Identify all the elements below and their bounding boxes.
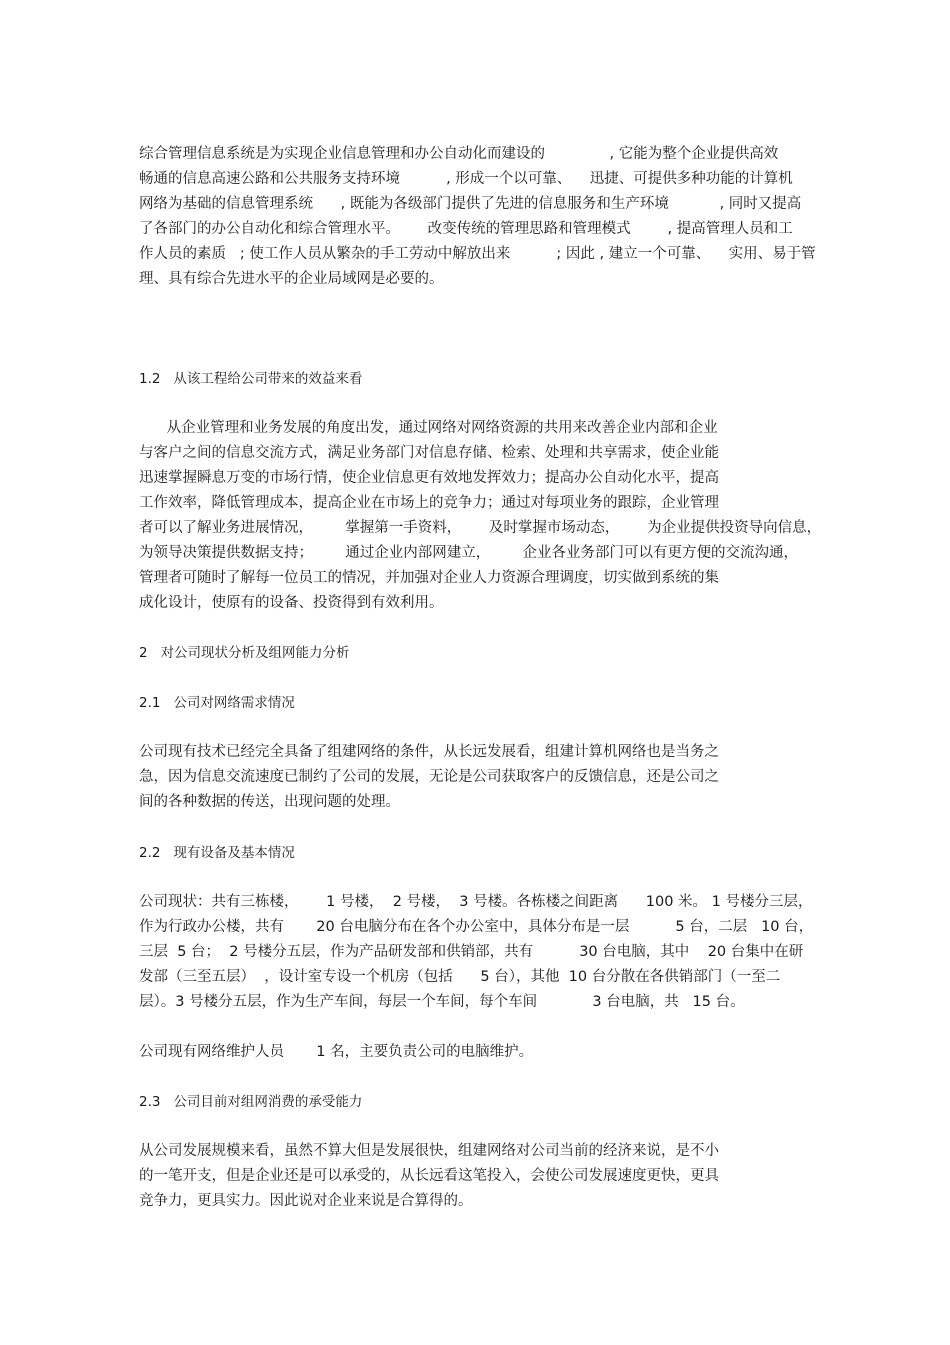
text-line: 三层 5 台； 2 号楼分五层，作为产品研发部和供销部，共有 30 台电脑，其中 20 台集中在研: [139, 944, 804, 960]
section-heading-2-1: 2.1 公司对网络需求情况: [139, 695, 295, 711]
text-line: 畅通的信息高速公路和公共服务支持环境 , 形成一个以可靠、 迅捷、可提供多种功能的计算机: [139, 171, 793, 187]
text-line: 竞争力，更具实力。因此说对企业来说是合算得的。: [139, 1193, 473, 1209]
section-heading-2-3: 2.3 公司目前对组网消费的承受能力: [139, 1094, 363, 1110]
text-line: 的一笔开支，但是企业还是可以承受的，从长远看这笔投入，会使公司发展速度更快，更具: [139, 1168, 719, 1184]
text-line: 间的各种数据的传送，出现问题的处理。: [139, 794, 400, 810]
text-line: 从企业管理和业务发展的角度出发，通过网络对网络资源的共用来改善企业内部和企业: [139, 420, 718, 436]
text-line: 发部（三至五层） ，设计室专设一个机房（包括 5 台），其他 10 台分散在各供销部门（一至二: [139, 969, 781, 985]
text-line: 作为行政办公楼，共有 20 台电脑分布在各个办公室中，具体分布是一层 5 台，二层 10 台，: [139, 919, 814, 935]
text-line: 从公司发展规模来看，虽然不算大但是发展很快，组建网络对公司当前的经济来说，是不小: [139, 1143, 719, 1159]
text-line: 理、具有综合先进水平的企业局域网是必要的。: [139, 271, 444, 287]
text-line: 层）。3 号楼分五层，作为生产车间，每层一个车间，每个车间 3 台电脑，共 15 台。: [139, 994, 745, 1010]
text-line: 迅速掌握瞬息万变的市场行情，使企业信息更有效地发挥效力；提高办公自动化水平，提高: [139, 470, 719, 486]
section-heading-2: 2 对公司现状分析及组网能力分析: [139, 645, 350, 661]
text-line: 为领导决策提供数据支持； 通过企业内部网建立， 企业各业务部门可以有更方便的交流沟通，: [139, 545, 799, 561]
staff-paragraph: 公司现有网络维护人员 1 名，主要负责公司的电脑维护。: [139, 1044, 534, 1060]
text-line: 作人员的素质 ; 使工作人员从繁杂的手工劳动中解放出来 ; 因此 , 建立一个可靠、 实用、易于管: [139, 246, 816, 262]
text-line: 成化设计，使原有的设备、投资得到有效利用。: [139, 595, 444, 611]
text-line: 公司现有技术已经完全具备了组建网络的条件，从长远发展看，组建计算机网络也是当务之: [139, 744, 719, 760]
text-line: 了各部门的办公自动化和综合管理水平。 改变传统的管理思路和管理模式 , 提高管理人员和工: [139, 221, 793, 237]
text-line: 与客户之间的信息交流方式，满足业务部门对信息存储、检索、处理和共享需求，使企业能: [139, 445, 719, 461]
text-line: 者可以了解业务进展情况， 掌握第一手资料， 及时掌握市场动态， 为企业提供投资导向信息，: [139, 520, 822, 536]
text-line: 公司现状：共有三栋楼， 1 号楼， 2 号楼， 3 号楼。各栋楼之间距离 100 米。 1 号楼分三层，: [139, 894, 813, 910]
text-line: 网络为基础的信息管理系统 , 既能为各级部门提供了先进的信息服务和生产环境 , 同时又提高: [139, 196, 802, 212]
text-line: 管理者可随时了解每一位员工的情况，并加强对企业人力资源合理调度，切实做到系统的集: [139, 570, 719, 586]
text-line: 急，因为信息交流速度已制约了公司的发展，无论是公司获取客户的反馈信息，还是公司之: [139, 769, 719, 785]
text-line: 工作效率，降低管理成本，提高企业在市场上的竞争力；通过对每项业务的跟踪，企业管理: [139, 495, 719, 511]
section-heading-1-2: 1.2 从该工程给公司带来的效益来看: [139, 371, 363, 387]
text-line: 综合管理信息系统是为实现企业信息管理和办公自动化而建设的 , 它能为整个企业提供高效: [139, 146, 779, 162]
section-heading-2-2: 2.2 现有设备及基本情况: [139, 845, 295, 861]
